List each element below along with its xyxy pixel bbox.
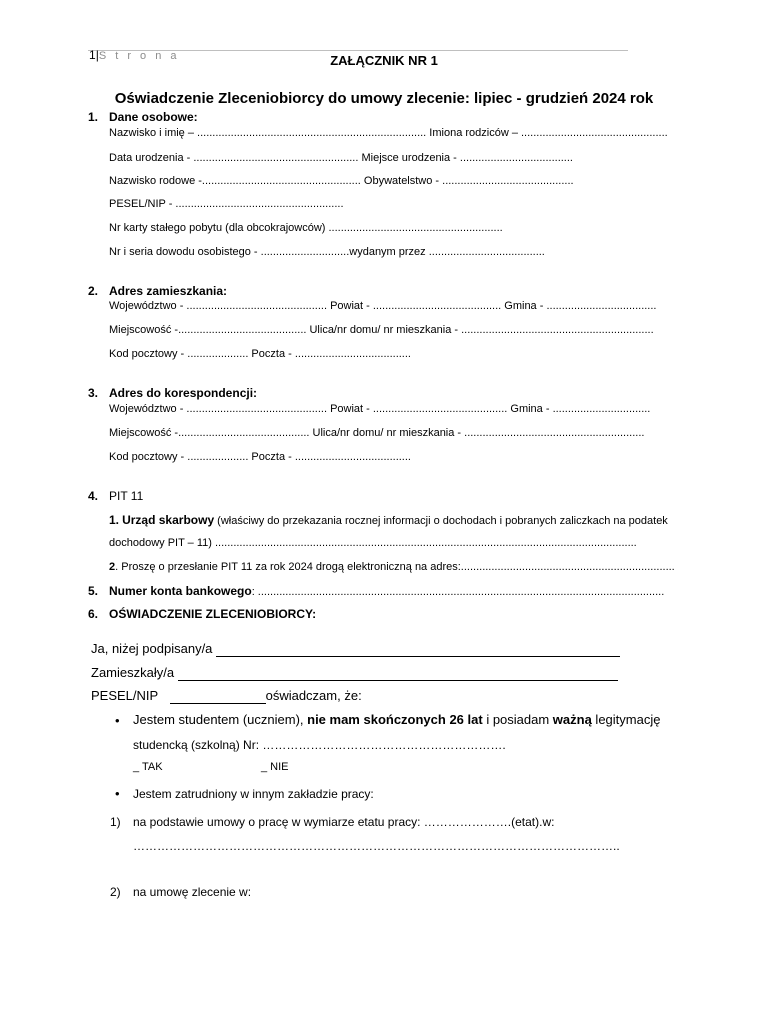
document-subtitle: Oświadczenie Zleceniobiorcy do umowy zlecenie: lipiec - grudzień 2024 rok bbox=[114, 90, 654, 107]
signer-address-label: Zamieszkały/a bbox=[91, 665, 175, 680]
signer-name-line[interactable] bbox=[216, 641, 620, 657]
field-id-card[interactable]: Nr i seria dowodu osobistego - .............................wydanym przez ...................................... bbox=[109, 246, 545, 258]
field-family-name-citizenship[interactable]: Nazwisko rodowe -.................................................... Obywatelstwo - ........................................... bbox=[109, 175, 574, 187]
field-signer-name[interactable] bbox=[91, 641, 620, 657]
section-6-heading: OŚWIADCZENIE ZLECENIOBIORCY: bbox=[109, 607, 317, 621]
field-pesel-nip[interactable]: PESEL/NIP - ....................................................... bbox=[109, 198, 344, 210]
pit-item-1-number: 1. bbox=[109, 513, 120, 527]
option-no[interactable]: _ NIE bbox=[261, 761, 289, 773]
student-statement bbox=[133, 712, 660, 727]
student-text-a: Jestem studentem (uczniem), bbox=[133, 712, 308, 727]
employed-statement: Jestem zatrudniony w innym zakładzie pracy: bbox=[133, 787, 374, 801]
section-2-number: 2. bbox=[88, 284, 99, 298]
student-text-c: legitymację bbox=[591, 712, 661, 727]
section-5-number: 5. bbox=[88, 584, 99, 598]
bullet-icon: • bbox=[115, 713, 120, 728]
field-pit-email[interactable] bbox=[109, 561, 675, 573]
section-5-heading: Numer konta bankowego bbox=[109, 584, 252, 598]
field-signer-address[interactable] bbox=[91, 665, 618, 681]
numbered-item-1-number: 1) bbox=[110, 815, 121, 829]
bullet-icon: • bbox=[115, 786, 120, 801]
section-4-number: 4. bbox=[88, 489, 99, 503]
signer-pesel-label: PESEL/NIP bbox=[91, 688, 158, 703]
option-yes[interactable]: _ TAK bbox=[133, 761, 163, 773]
section-4-heading: PIT 11 bbox=[109, 489, 144, 503]
pit-item-1 bbox=[109, 513, 668, 527]
field-residence-postal[interactable]: Kod pocztowy - .................... Poczta - ...................................... bbox=[109, 348, 411, 360]
field-tax-office[interactable]: dochodowy PIT – 11) .......................................................................................................................................... bbox=[109, 537, 637, 549]
field-correspondence-postal[interactable]: Kod pocztowy - .................... Poczta - ...................................... bbox=[109, 451, 411, 463]
signer-pesel-line[interactable] bbox=[170, 688, 266, 704]
field-correspondence-street[interactable]: Miejscowość -........................................... Ulica/nr domu/ nr mieszkania - ........................................................... bbox=[109, 427, 645, 439]
declare-text: oświadczam, że: bbox=[265, 688, 362, 703]
field-student-id[interactable]: studencką (szkolną) Nr: ……………………………………………………. bbox=[133, 738, 506, 752]
field-signer-pesel[interactable] bbox=[91, 688, 362, 704]
pit-item-1-text: (właściwy do przekazania rocznej informacji o dochodach i pobranych zaliczkach na podatek bbox=[214, 515, 668, 527]
section-3-heading: Adres do korespondencji: bbox=[109, 386, 258, 400]
field-correspondence-region[interactable]: Województwo - .............................................. Powiat - ............................................ Gmina - ................................ bbox=[109, 403, 651, 415]
field-residence-region[interactable]: Województwo - .............................................. Powiat - .......................................... Gmina - .................................... bbox=[109, 300, 657, 312]
student-text-bold-2: ważną bbox=[552, 712, 592, 727]
pit-item-1-bold: Urząd skarbowy bbox=[122, 513, 215, 527]
signer-name-label: Ja, niżej podpisany/a bbox=[91, 641, 213, 656]
field-employment-contract[interactable]: na podstawie umowy o pracę w wymiarze etatu pracy: ………………….(etat).w: bbox=[133, 815, 555, 829]
field-mandate-contract[interactable]: na umowę zlecenie w: bbox=[133, 885, 252, 899]
section-1-number: 1. bbox=[88, 110, 99, 124]
field-employment-place[interactable]: ………………………………………………………………………………………………………….. bbox=[133, 839, 620, 853]
page-number: 1 bbox=[89, 48, 96, 62]
student-text-bold: nie mam skończonych 26 lat bbox=[307, 712, 483, 727]
section-3-number: 3. bbox=[88, 386, 99, 400]
section-6-number: 6. bbox=[88, 607, 99, 621]
field-birth-date-place[interactable]: Data urodzenia - ...................................................... Miejsce urodzenia - ..................................... bbox=[109, 152, 573, 164]
field-residence-street[interactable]: Miejscowość -.......................................... Ulica/nr domu/ nr mieszkania - ............................................................... bbox=[109, 324, 654, 336]
field-residence-card[interactable]: Nr karty stałego pobytu (dla obcokrajowców) ......................................................... bbox=[109, 222, 503, 234]
numbered-item-2-number: 2) bbox=[110, 885, 121, 899]
pit-item-2-text: . Proszę o przesłanie PIT 11 za rok 2024 drogą elektroniczną na adres:...................................................................... bbox=[115, 561, 675, 573]
section-1-heading: Dane osobowe: bbox=[109, 110, 198, 124]
bank-account-dots: : ..................................................................................................................................... bbox=[251, 586, 665, 598]
page-separator: | bbox=[95, 48, 99, 62]
pit-item-2-number: 2 bbox=[109, 561, 116, 573]
student-text-b: i posiadam bbox=[482, 712, 553, 727]
field-bank-account[interactable] bbox=[109, 584, 664, 598]
document-title: ZAŁĄCZNIK NR 1 bbox=[330, 53, 438, 68]
section-2-heading: Adres zamieszkania: bbox=[109, 284, 228, 298]
signer-address-line[interactable] bbox=[178, 665, 618, 681]
field-name-parents[interactable]: Nazwisko i imię – ........................................................................... Imiona rodziców – ................................................ bbox=[109, 127, 668, 139]
page-word: S t r o n a bbox=[98, 50, 180, 62]
